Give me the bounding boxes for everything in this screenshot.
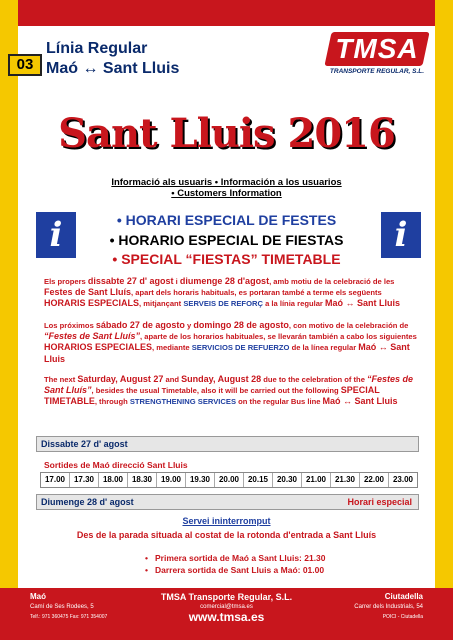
tmsa-logo (328, 32, 426, 78)
time-cell: 21.00 (302, 473, 331, 487)
time-cell: 18.00 (99, 473, 128, 487)
footer-website[interactable]: www.tmsa.es (188, 610, 265, 624)
info-header-line-1: Informació als usuaris • Información a los usuarios (111, 177, 342, 188)
logo-text: TMSA (335, 33, 419, 64)
headline-catalan: • HORARI ESPECIAL DE FESTES (116, 212, 337, 228)
paragraph-english: The next Saturday, August 27 and Sunday, August 28 due to the celebration of the “Festes de Sant Lluís”, besides the usual Timetable, also it will be carried out the following SPECIAL TIMETABLE, through STRENGTHENING SERVICES on the regular Bus line Maó ↔ Sant Lluis (44, 374, 414, 407)
line-type-label: Línia Regular (46, 40, 148, 57)
time-cell: 18.30 (128, 473, 157, 487)
sunday-details-list (145, 552, 326, 576)
info-header-line-2: • Customers Information (171, 188, 282, 199)
special-schedule-label: Horari especial (347, 497, 412, 507)
route-name: Maó ↔ Sant Lluis (46, 60, 180, 77)
time-cell: 17.30 (70, 473, 99, 487)
time-cell: 20.15 (244, 473, 273, 487)
paragraph-spanish: Los próximos sábado 27 de agosto y domingo 28 de agosto, con motivo de la celebración de “Festes de Sant Lluís”, aparte de los horarios habituales, se llevarán también a cabo los siguientes HORARIOS ESPECIALES, mediante SERVICIOS DE REFUERZO de la línea regular Maó ↔ Sant Lluis (44, 320, 417, 364)
info-icon-right: i (381, 212, 421, 258)
time-cell: 20.30 (273, 473, 302, 487)
right-yellow-stripe (435, 0, 453, 588)
left-yellow-stripe (0, 0, 18, 588)
footer-right (354, 592, 423, 622)
footer-address-mao: Camí de Ses Rodees, 5 (30, 604, 94, 610)
poster-title: Sant Lluis 2016 (58, 110, 395, 157)
logo-subtitle: TRANSPORTE REGULAR, S.L. (329, 68, 425, 75)
service-label: Servei ininterromput (182, 516, 271, 526)
time-cell: 19.30 (186, 473, 215, 487)
footer-extra: POICI - Ciutadella (382, 614, 423, 620)
info-icon-left: i (36, 212, 76, 258)
headline-spanish: • HORARIO ESPECIAL DE FIESTAS (109, 232, 344, 248)
time-cell: 22.00 (360, 473, 389, 487)
footer-phone: Telf.: 971 360475 Fax: 971 354007 (30, 614, 108, 620)
time-cell: 19.00 (157, 473, 186, 487)
saturday-header: Dissabte 27 d' agost (36, 436, 419, 452)
info-header (0, 177, 453, 199)
departure-times-table (40, 472, 418, 488)
footer-city-ciutadella: Ciutadella (384, 592, 423, 601)
footer-company: TMSA Transporte Regular, S.L. (160, 592, 293, 602)
time-cell: 20.00 (215, 473, 244, 487)
headline-english: • SPECIAL “FIESTAS” TIMETABLE (112, 251, 341, 267)
departure-location: Des de la parada situada al costat de la rotonda d'entrada a Sant Lluís (76, 530, 377, 540)
time-cell: 23.00 (392, 475, 414, 484)
footer-email[interactable]: comercial@tmsa.es (200, 604, 253, 610)
paragraph-catalan: Els propers dissabte 27 d' agost i diumenge 28 d'agost, amb motiu de la celebració de les Festes de Sant Lluís, apart dels horaris habituals, es portaran també a terme els següents HORARIS ESPECIALS, mitjançant SERVEIS DE REFORÇ a la línia regular Maó ↔ Sant Lluis (44, 276, 401, 309)
departures-label: Sortides de Maó direcció Sant Lluis (44, 460, 188, 470)
footer-address-ciutadella: Carrer dels Industrials, 54 (354, 604, 423, 610)
list-item: • Primera sortida de Maó a Sant Lluis: 21.30 (145, 552, 326, 564)
route-number-badge: 03 (8, 54, 42, 76)
sunday-label: Diumenge 28 d' agost (41, 497, 134, 507)
footer (0, 588, 453, 640)
time-cell: 17.00 (41, 473, 70, 487)
time-cell: 21.30 (331, 473, 360, 487)
list-item: • Darrera sortida de Sant Lluis a Maó: 01.00 (145, 564, 326, 576)
sunday-header (36, 494, 419, 510)
footer-city-mao: Maó (30, 592, 46, 601)
